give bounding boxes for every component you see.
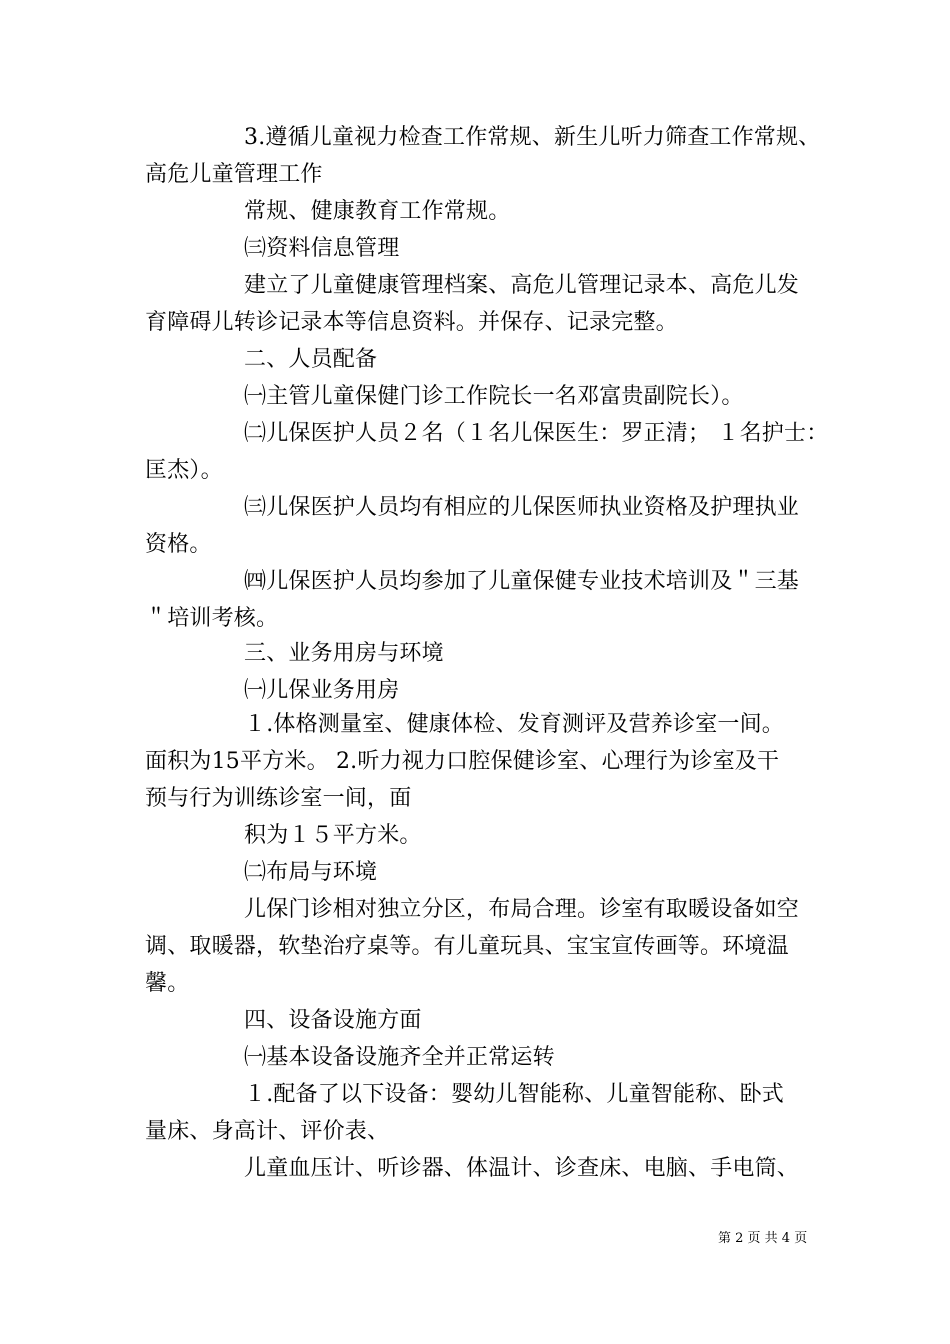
section-heading: 二、人员配备 — [244, 347, 378, 372]
text-line: 资格。 — [145, 532, 212, 557]
text-line: 常规、健康教育工作常规。 — [244, 199, 511, 224]
text-line: 馨。 — [145, 971, 190, 996]
text-line: 匡杰）。 — [145, 458, 223, 483]
section-subheading: ㈢资料信息管理 — [244, 236, 400, 261]
text-line: 预与行为训练诊室一间，面 — [145, 786, 412, 811]
text-line: １.配备了以下设备：婴幼儿智能称、儿童智能称、卧式 — [244, 1082, 784, 1107]
text-line: 儿童血压计、听诊器、体温计、诊查床、电脑、手电筒、 — [244, 1156, 800, 1181]
text-line: 儿保门诊相对独立分区，布局合理。诊室有取暖设备如空 — [244, 897, 800, 922]
section-subheading: ㈠儿保业务用房 — [244, 678, 400, 703]
text-line: ＂培训考核。 — [145, 606, 279, 631]
page-number: 第 2 页 共 4 页 — [718, 1231, 808, 1246]
text-line: 积为１５平方米。 — [244, 823, 422, 848]
text-line: 高危儿童管理工作 — [145, 162, 323, 187]
text-line: ㈠主管儿童保健门诊工作院长一名邓富贵副院长）。 — [244, 384, 744, 409]
section-heading: 三、业务用房与环境 — [244, 641, 444, 666]
section-heading: 四、设备设施方面 — [244, 1008, 422, 1033]
text-line: ㈡儿保医护人员２名（１名儿保医生：罗正清； １名护士： — [244, 421, 829, 446]
section-subheading: ㈡布局与环境 — [244, 860, 378, 885]
text-line: 育障碍儿转诊记录本等信息资料。并保存、记录完整。 — [145, 310, 678, 335]
section-subheading: ㈠基本设备设施齐全并正常运转 — [244, 1045, 555, 1070]
text-line: ㈣儿保医护人员均参加了儿童保健专业技术培训及＂三基 — [244, 569, 800, 594]
text-line: 调、取暖器，软垫治疗桌等。有儿童玩具、宝宝宣传画等。环境温 — [145, 934, 789, 959]
text-line: 面积为15平方米。 2.听力视力口腔保健诊室、心理行为诊室及干 — [145, 749, 780, 774]
text-line: １.体格测量室、健康体检、发育测评及营养诊室一间。 — [244, 712, 784, 737]
text-line: 建立了儿童健康管理档案、高危儿管理记录本、高危儿发 — [244, 273, 800, 298]
text-line: 量床、身高计、评价表、 — [145, 1119, 390, 1144]
text-line: ㈢儿保医护人员均有相应的儿保医师执业资格及护理执业 — [244, 495, 800, 520]
text-line: 3.遵循儿童视力检查工作常规、新生儿听力筛查工作常规、 — [244, 125, 821, 150]
